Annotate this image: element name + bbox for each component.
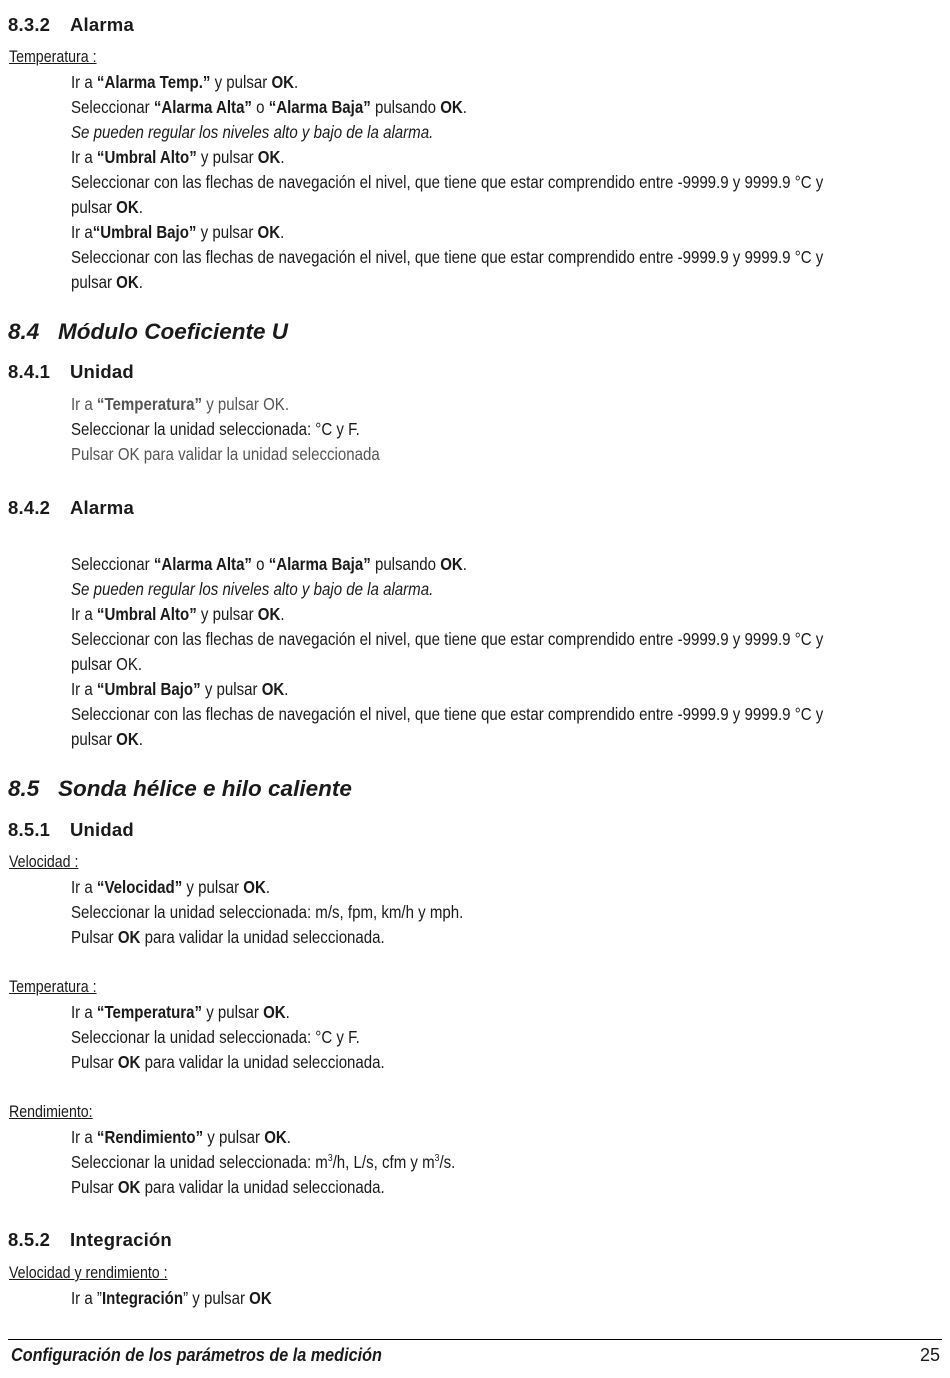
heading-8-4-1: 8.4.1 Unidad <box>8 361 134 382</box>
text-line: Ir a “Umbral Bajo” y pulsar OK. <box>71 679 289 699</box>
text-line: Seleccionar “Alarma Alta” o “Alarma Baja” pulsando OK. <box>71 97 467 117</box>
text-line: Ir a“Umbral Bajo” y pulsar OK. <box>71 222 285 242</box>
text-line: Seleccionar con las flechas de navegación el nivel, que tiene que estar comprendido entre -9999.9 y 9999.9 °C y <box>71 247 824 267</box>
text-line: Se pueden regular los niveles alto y bajo de la alarma. <box>71 122 434 142</box>
footer-title: Configuración de los parámetros de la medición <box>11 1345 382 1365</box>
text-line: Ir a ”Integración” y pulsar OK <box>71 1288 272 1308</box>
text-line: Seleccionar la unidad seleccionada: m/s, fpm, km/h y mph. <box>71 902 464 922</box>
subheading-velocidad-rendimiento: Velocidad y rendimiento : <box>9 1264 168 1282</box>
text-line: Ir a “Velocidad” y pulsar OK. <box>71 877 271 897</box>
text-line: Seleccionar con las flechas de navegación el nivel, que tiene que estar comprendido entre -9999.9 y 9999.9 °C y <box>71 629 824 649</box>
subheading-rendimiento: Rendimiento: <box>9 1103 93 1121</box>
text-line: Se pueden regular los niveles alto y bajo de la alarma. <box>71 579 434 599</box>
heading-8-4: 8.4 Módulo Coeficiente U <box>8 319 288 344</box>
text-line: Seleccionar “Alarma Alta” o “Alarma Baja” pulsando OK. <box>71 554 467 574</box>
text-line: Seleccionar la unidad seleccionada: $m^3/h$, L/s, cfm y $m^3/s$. <box>71 1152 456 1172</box>
text-line: Pulsar OK para validar la unidad seleccionada <box>71 444 380 464</box>
text-line: Ir a “Temperatura” y pulsar OK. <box>71 394 290 414</box>
text-line: Ir a “Alarma Temp.” y pulsar OK. <box>71 72 299 92</box>
text-line: Ir a “Umbral Alto” y pulsar OK. <box>71 147 285 167</box>
heading-8-4-2: 8.4.2 Alarma <box>8 497 134 518</box>
heading-8-5-1: 8.5.1 Unidad <box>8 819 134 840</box>
heading-8-5: 8.5 Sonda hélice e hilo caliente <box>8 776 352 801</box>
text-line: Seleccionar la unidad seleccionada: °C y F. <box>71 419 360 439</box>
footer-divider <box>8 1339 942 1340</box>
text-line: Seleccionar con las flechas de navegación el nivel, que tiene que estar comprendido entre -9999.9 y 9999.9 °C y <box>71 172 824 192</box>
text-line: pulsar OK. <box>71 272 143 292</box>
subheading-velocidad: Velocidad : <box>9 853 79 871</box>
text-line: Ir a “Umbral Alto” y pulsar OK. <box>71 604 285 624</box>
text-line: pulsar OK. <box>71 729 143 749</box>
text-line: Ir a “Rendimiento” y pulsar OK. <box>71 1127 291 1147</box>
text-line: Seleccionar la unidad seleccionada: °C y F. <box>71 1027 360 1047</box>
subheading-temperatura: Temperatura : <box>9 48 97 66</box>
text-line: Pulsar OK para validar la unidad seleccionada. <box>71 927 385 947</box>
text-line: pulsar OK. <box>71 197 143 217</box>
text-line: Pulsar OK para validar la unidad seleccionada. <box>71 1052 385 1072</box>
subheading-temperatura: Temperatura : <box>9 978 97 996</box>
text-line: Ir a “Temperatura” y pulsar OK. <box>71 1002 290 1022</box>
heading-8-5-2: 8.5.2 Integración <box>8 1229 172 1250</box>
page-number: 25 <box>919 1345 940 1365</box>
heading-8-3-2: 8.3.2 Alarma <box>8 14 134 35</box>
text-line: Pulsar OK para validar la unidad seleccionada. <box>71 1177 385 1197</box>
text-line: Seleccionar con las flechas de navegación el nivel, que tiene que estar comprendido entre -9999.9 y 9999.9 °C y <box>71 704 824 724</box>
text-line: pulsar OK. <box>71 654 143 674</box>
